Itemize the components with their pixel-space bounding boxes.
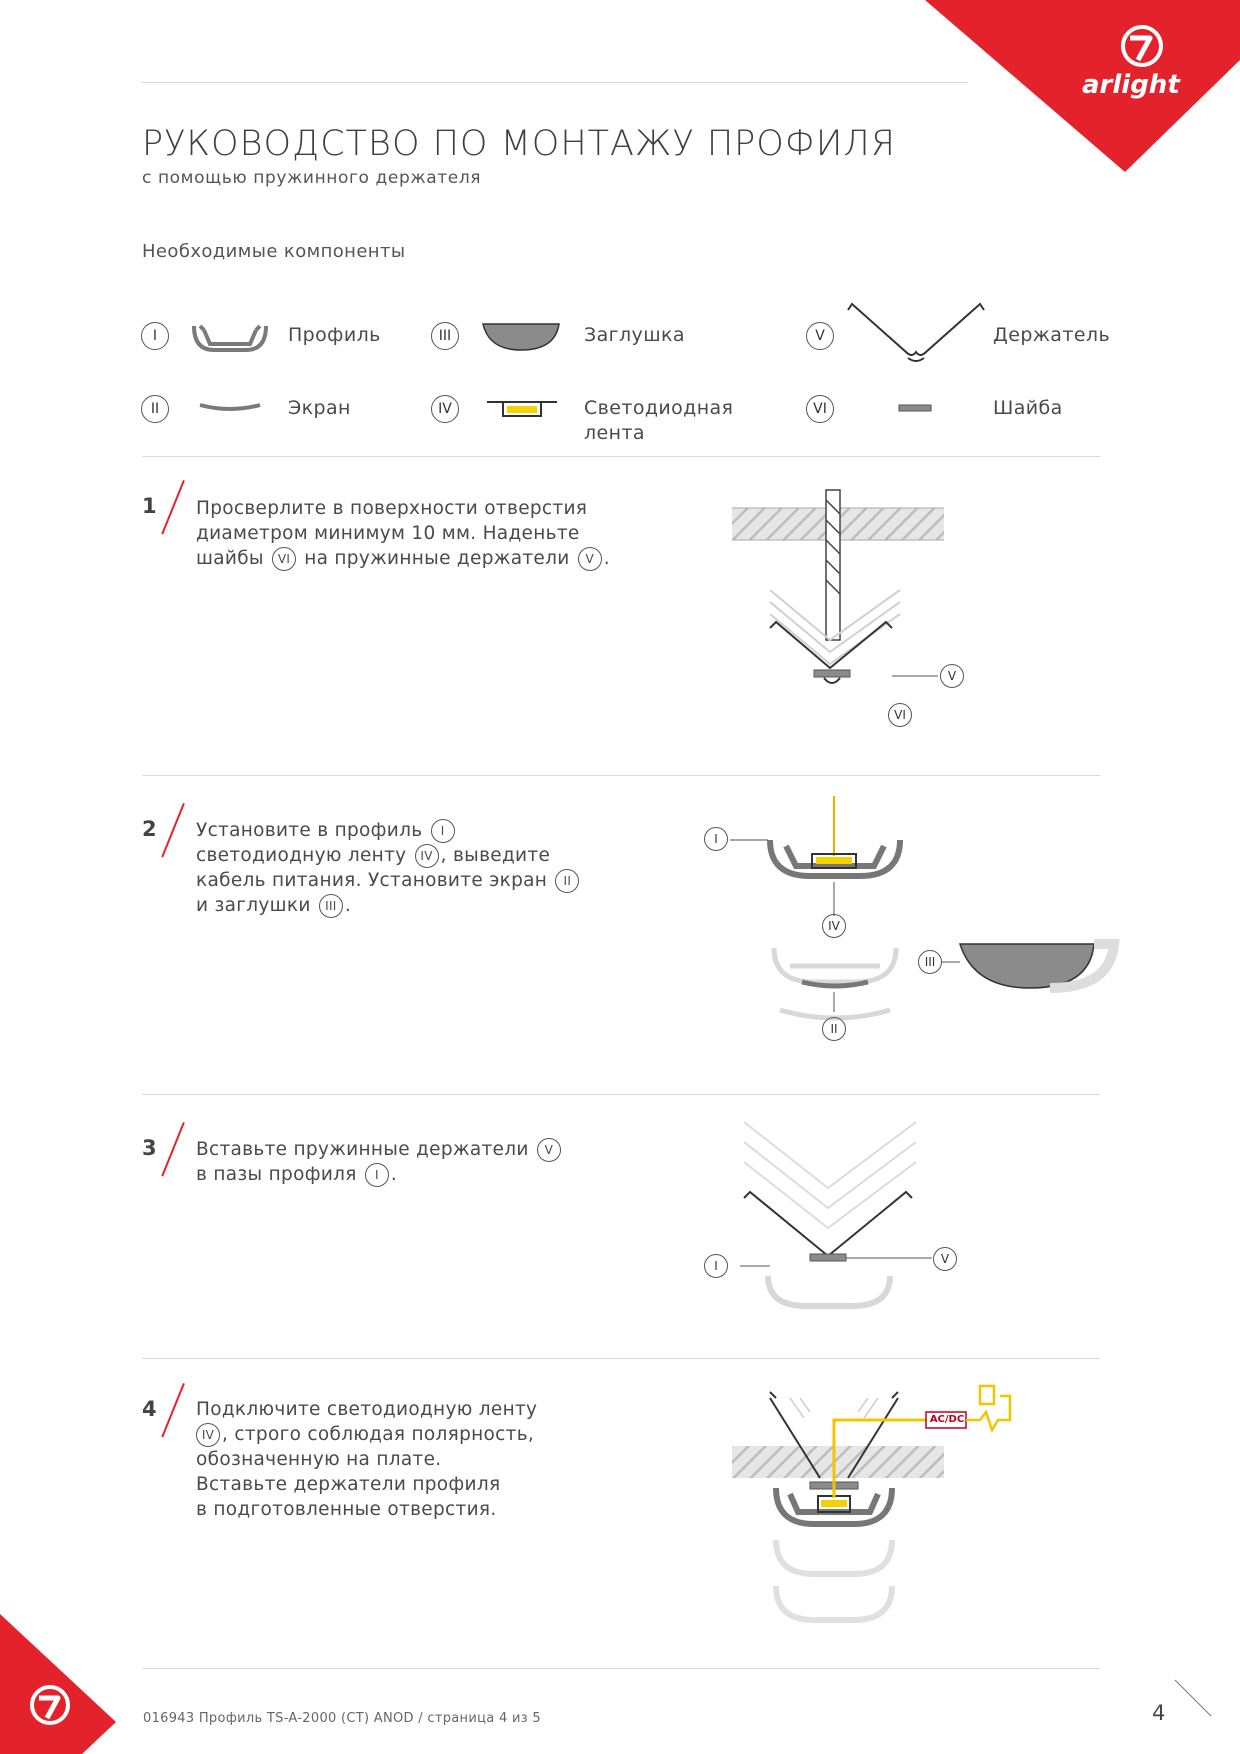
- diffuser-screen-icon: [198, 401, 262, 415]
- step-3-text: Вставьте пружинные держатели V в пазы профиля I .: [196, 1137, 563, 1187]
- step-2-assembly-diagram: [730, 796, 1150, 1046]
- s2-label-iii: III: [918, 950, 942, 974]
- page-subtitle: с помощью пружинного держателя: [142, 168, 482, 188]
- bottom-rule: [142, 1668, 1100, 1669]
- component-num-iv: IV: [431, 395, 459, 423]
- s2-label-i: I: [704, 827, 728, 851]
- step-2-text: Установите в профиль I светодиодную ленту IV , выведите кабель питания. Установите экран II и заглушки III .: [196, 818, 581, 918]
- washer-icon: [898, 404, 934, 414]
- ref-iii: III: [319, 894, 343, 918]
- step-4-connection-diagram: [730, 1378, 1020, 1628]
- led-strip-icon: [485, 398, 561, 422]
- component-num-v: V: [806, 322, 834, 350]
- component-label-holder: Держатель: [993, 324, 1111, 346]
- ref-iv: IV: [415, 844, 439, 868]
- step-3-rule: [142, 1358, 1100, 1359]
- ref-i: I: [365, 1163, 389, 1187]
- ref-vi: VI: [272, 547, 296, 571]
- page-corner-line: [1175, 1680, 1215, 1720]
- component-num-vi: VI: [806, 395, 834, 423]
- components-heading: Необходимые компоненты: [142, 241, 406, 262]
- component-label-end-cap: Заглушка: [584, 324, 685, 346]
- end-cap-icon: [481, 320, 563, 354]
- step-3-insertion-diagram: [740, 1116, 1000, 1316]
- step-2-rule: [142, 1094, 1100, 1095]
- ref-iv: IV: [196, 1423, 220, 1447]
- s2-label-iv: IV: [822, 914, 846, 938]
- step-4-slash: [161, 1383, 185, 1438]
- step-4-text: Подключите светодиодную ленту IV , строго соблюдая полярность, обозначенную на плате. Вставьте держатели профиля в подготовленные отверстия.: [196, 1399, 538, 1520]
- component-num-i: I: [141, 322, 169, 350]
- s3-label-v: V: [933, 1247, 957, 1271]
- component-label-washer: Шайба: [993, 397, 1063, 419]
- step-3-number: 3: [142, 1136, 157, 1160]
- step-4-number: 4: [142, 1397, 157, 1421]
- ref-v: V: [578, 547, 602, 571]
- component-label-led-strip: Светодиодная лента: [584, 397, 734, 444]
- page-title: РУКОВОДСТВО ПО МОНТАЖУ ПРОФИЛЯ: [142, 124, 896, 164]
- step-2-slash: [161, 803, 185, 858]
- footer-text: 016943 Профиль TS-A-2000 (CT) ANOD / страница 4 из 5: [143, 1711, 541, 1726]
- s1-label-vi: VI: [888, 703, 912, 727]
- step-1-rule: [142, 775, 1100, 776]
- ac-dc-label: AC/DC: [929, 1414, 965, 1425]
- step-1-number: 1: [142, 494, 157, 518]
- bottom-logo-mark-icon: [28, 1683, 88, 1743]
- s1-label-v: V: [940, 664, 964, 688]
- step-2-number: 2: [142, 817, 157, 841]
- s2-label-ii: II: [822, 1017, 846, 1041]
- step-3-slash: [161, 1122, 185, 1177]
- component-num-ii: II: [141, 395, 169, 423]
- page-number: 4: [1152, 1701, 1166, 1725]
- step-1-text: Просверлите в поверхности отверстия диаметром минимум 10 мм. Наденьте шайбы VI на пружинные держатели V .: [196, 498, 610, 569]
- step-1-drilling-diagram: [730, 490, 990, 740]
- ref-v: V: [537, 1138, 561, 1162]
- component-label-profile: Профиль: [288, 324, 381, 346]
- step-1-slash: [161, 480, 185, 535]
- spring-holder-icon: [846, 302, 986, 368]
- top-rule: [142, 82, 968, 83]
- component-num-iii: III: [431, 322, 459, 350]
- ref-ii: II: [555, 869, 579, 893]
- ref-i: I: [431, 819, 455, 843]
- component-label-screen: Экран: [288, 397, 351, 419]
- s3-label-i: I: [704, 1254, 728, 1278]
- logo-text: arlight: [1082, 70, 1180, 100]
- profile-icon: [190, 322, 270, 356]
- components-rule: [142, 456, 1100, 457]
